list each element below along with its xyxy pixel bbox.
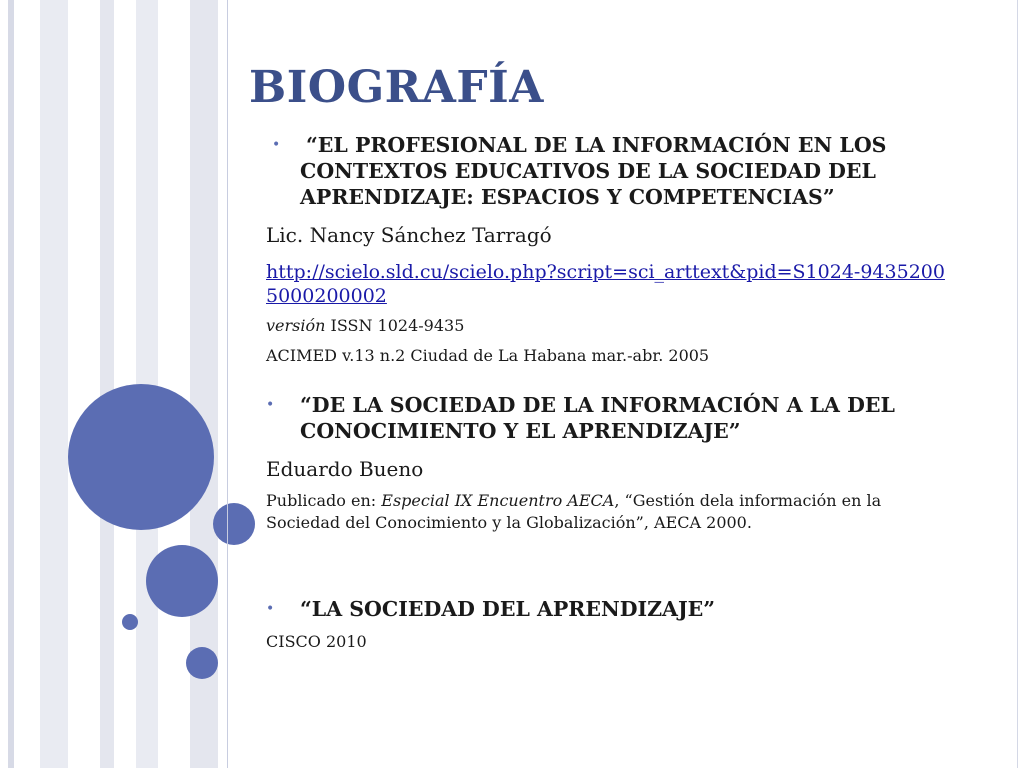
reference-link[interactable]: http://scielo.sld.cu/scielo.php?script=sci_arttext&pid=S1024-94352005000200002: [266, 261, 945, 307]
published-prefix: Publicado en:: [266, 491, 382, 510]
reference-publication: [266, 490, 926, 534]
stripe: [8, 0, 14, 768]
bullet-icon: •: [266, 397, 275, 413]
published-suffix: , “Gestión dela información en la Sociedad del Conocimiento y la Globalización”, AECA 2000.: [266, 491, 882, 532]
published-event: Especial IX Encuentro AECA: [381, 491, 615, 510]
divider-line: [227, 0, 228, 768]
reference-author: Eduardo Bueno: [266, 457, 424, 481]
slide-title: BIOGRAFÍA: [249, 62, 544, 113]
reference-title-text: “DE LA SOCIEDAD DE LA INFORMACIÓN A LA DEL CONOCIMIENTO Y EL APRENDIZAJE”: [300, 393, 895, 443]
border-line: [1017, 0, 1018, 768]
stripe: [40, 0, 68, 768]
decorative-circle-small: [122, 614, 138, 630]
issn-text: ISSN 1024-9435: [325, 316, 465, 335]
reference-source: CISCO 2010: [266, 632, 367, 651]
reference-list: [266, 132, 946, 652]
decorative-circle: [186, 647, 218, 679]
reference-issn: [266, 316, 946, 336]
reference-title: [266, 132, 946, 210]
reference-journal: ACIMED v.13 n.2 Ciudad de La Habana mar.-abr. 2005: [266, 346, 710, 365]
reference-title: [266, 392, 946, 444]
version-label: versión: [266, 316, 326, 335]
decorative-circle-large: [68, 384, 214, 530]
reference-title-text: “EL PROFESIONAL DE LA INFORMACIÓN EN LOS CONTEXTOS EDUCATIVOS DE LA SOCIEDAD DEL APRENDIZAJE: ESPACIOS Y COMPETENCIAS”: [300, 133, 887, 209]
reference-title-text: “LA SOCIEDAD DEL APRENDIZAJE”: [300, 597, 716, 621]
bullet-icon: •: [272, 137, 281, 153]
bullet-icon: •: [266, 601, 275, 617]
reference-title: [266, 596, 946, 622]
reference-author: Lic. Nancy Sánchez Tarragó: [266, 223, 552, 247]
decorative-circle: [213, 503, 255, 545]
decorative-circle: [146, 545, 218, 617]
stripe: [100, 0, 114, 768]
